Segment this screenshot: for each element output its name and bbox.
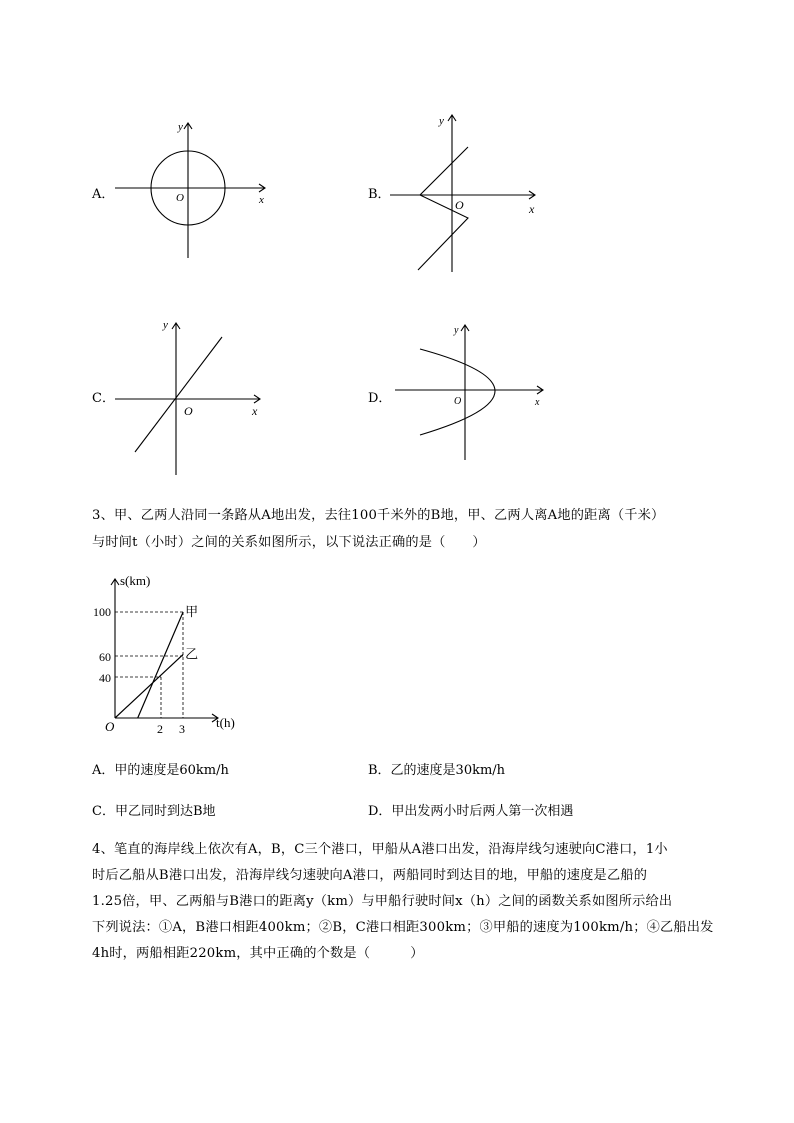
origin-label: O — [105, 719, 115, 734]
series-line-yi — [115, 654, 183, 718]
q2-option-d-letter[interactable]: D． — [368, 391, 392, 406]
series-label-jia: 甲 — [185, 604, 199, 619]
q2-option-b-letter[interactable]: B． — [368, 187, 391, 202]
origin-label: O — [455, 198, 464, 212]
q3-option-c[interactable]: C．甲乙同时到达B地 — [92, 804, 216, 819]
y-tick-40: 40 — [99, 671, 111, 685]
origin-label: O — [184, 404, 193, 418]
y-label: y — [454, 325, 459, 336]
q4-stem-line-1: 4、笔直的海岸线上依次有A，B，C三个港口，甲船从A港口出发，沿海岸线匀速驶向C港口，1小 — [92, 842, 668, 857]
series-line-jia — [138, 612, 183, 718]
line-curve — [135, 337, 222, 452]
x-label: x — [259, 194, 264, 206]
x-label: x — [535, 397, 540, 408]
q3-series-group — [115, 604, 198, 718]
s-axis-label: s(km) — [120, 573, 151, 588]
t-axis-label: t(h) — [216, 715, 235, 730]
x-label: x — [252, 404, 258, 418]
q3-option-a[interactable]: A．甲的速度是60km/h — [92, 763, 229, 778]
q2-option-a-letter[interactable]: A． — [92, 187, 115, 202]
y-tick-60: 60 — [99, 650, 111, 664]
parabola-curve — [420, 349, 495, 435]
y-tick-100: 100 — [93, 605, 111, 619]
q2-option-c-letter[interactable]: C． — [92, 391, 115, 406]
q4-stem-line-5: 4h时，两船相距220km，其中正确的个数是（ ） — [92, 946, 424, 961]
x-label: x — [529, 202, 535, 216]
origin-label: O — [454, 396, 462, 407]
series-label-yi: 乙 — [185, 646, 199, 662]
x-tick-2: 2 — [157, 722, 163, 736]
q2-option-b-graph — [390, 110, 570, 275]
q3-distance-time-chart — [93, 572, 253, 737]
q2-option-c-graph — [115, 315, 280, 480]
q2-option-d-graph — [395, 320, 565, 465]
q4-stem-line-3: 1.25倍，甲、乙两船与B港口的距离y（km）与甲船行驶时间x（h）之间的函数关系如图所示给出 — [92, 894, 673, 909]
y-label: y — [439, 115, 444, 127]
q4-stem-line-2: 时后乙船从B港口出发，沿海岸线匀速驶向A港口，两船同时到达目的地，甲船的速度是乙船的 — [92, 868, 648, 883]
x-tick-3: 3 — [179, 722, 185, 736]
q4-stem-line-4: 下列说法：①A，B港口相距400km；②B，C港口相距300km；③甲船的速度为100km/h；④乙船出发 — [92, 920, 714, 935]
y-label: y — [163, 319, 168, 331]
origin-label: O — [176, 192, 184, 204]
y-label: y — [178, 121, 183, 133]
q3-option-d[interactable]: D．甲出发两小时后两人第一次相遇 — [368, 804, 574, 819]
q3-stem-line-2: 与时间t（小时）之间的关系如图所示，以下说法正确的是（ ） — [92, 535, 486, 550]
q2-option-a-graph — [115, 118, 275, 263]
q3-stem-line-1: 3、甲、乙两人沿同一条路从A地出发，去往100千米外的B地，甲、乙两人离A地的距离（千米） — [92, 508, 665, 523]
q3-option-b[interactable]: B．乙的速度是30km/h — [368, 763, 506, 778]
